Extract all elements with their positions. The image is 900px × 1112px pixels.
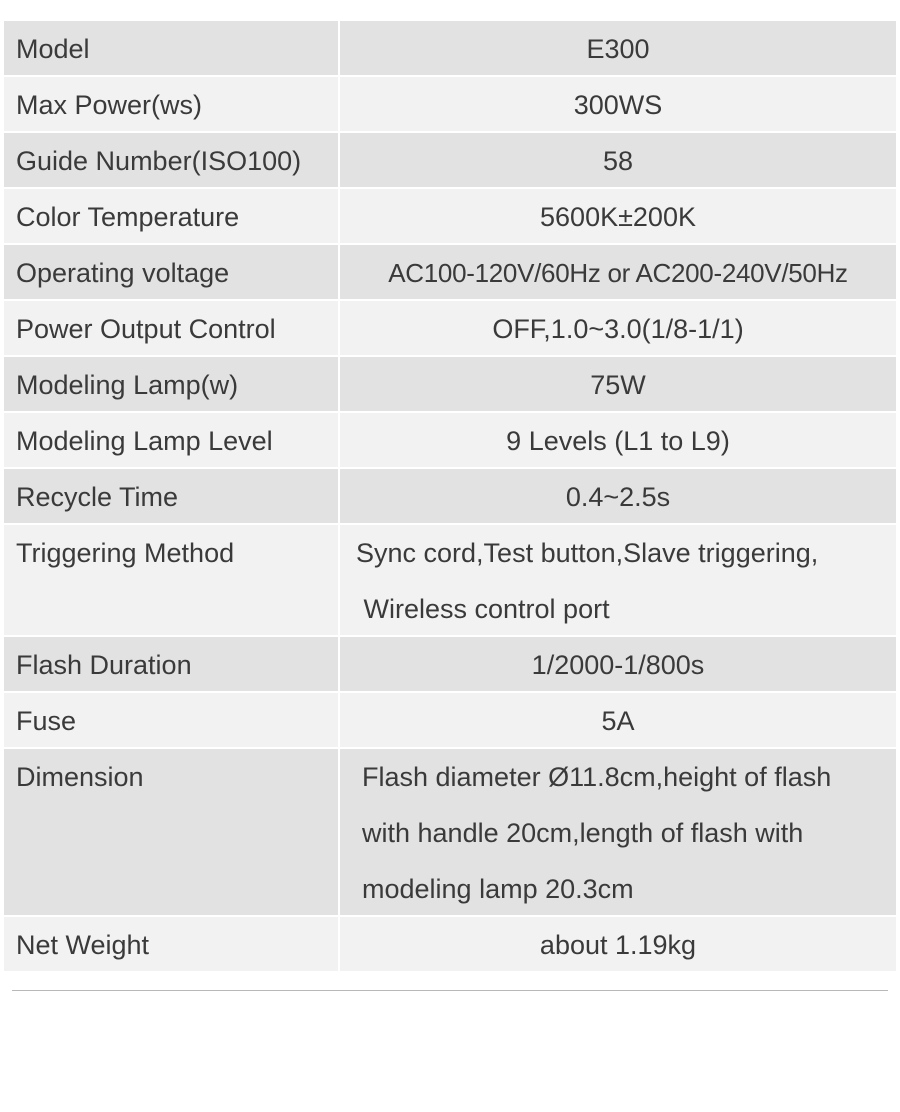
spec-value-line: 9 Levels (L1 to L9): [506, 426, 730, 456]
spec-value: [340, 525, 896, 635]
spec-value: [340, 693, 896, 747]
spec-value: [340, 749, 896, 915]
spec-value: [340, 133, 896, 187]
spec-value: [340, 469, 896, 523]
table-row: [4, 469, 896, 525]
table-row: [4, 693, 896, 749]
spec-label: Recycle Time: [4, 469, 340, 523]
spec-value: [340, 357, 896, 411]
spec-value-line: AC100-120V/60Hz or AC200-240V/50Hz: [388, 258, 848, 288]
spec-label: Fuse: [4, 693, 340, 747]
spec-value: [340, 637, 896, 691]
spec-label: Modeling Lamp(w): [4, 357, 340, 411]
spec-label: Modeling Lamp Level: [4, 413, 340, 467]
spec-value-line: OFF,1.0~3.0(1/8-1/1): [492, 314, 744, 344]
spec-value-line: modeling lamp 20.3cm: [362, 874, 634, 904]
table-row: [4, 77, 896, 133]
spec-value: [340, 917, 896, 971]
spec-value-line: 58: [602, 146, 634, 176]
spec-label: Net Weight: [4, 917, 340, 971]
spec-value-line: E300: [586, 34, 650, 64]
table-row: [4, 21, 896, 77]
table-row: [4, 413, 896, 469]
spec-label: Dimension: [4, 749, 340, 915]
table-row: [4, 637, 896, 693]
table-row: [4, 245, 896, 301]
spec-value-line: with handle 20cm,length of flash with: [362, 818, 804, 848]
spec-value-line: 75W: [590, 370, 646, 400]
divider: [12, 990, 888, 991]
spec-label: Guide Number(ISO100): [4, 133, 340, 187]
table-row: [4, 133, 896, 189]
spec-value-line: Sync cord,Test button,Slave triggering,: [356, 538, 819, 568]
spec-value-line: 5600K±200K: [540, 202, 696, 232]
spec-value-line: 300WS: [573, 90, 663, 120]
spec-value: [340, 301, 896, 355]
spec-label: Color Temperature: [4, 189, 340, 243]
spec-value-line: Wireless control port: [356, 594, 610, 624]
spec-label: Triggering Method: [4, 525, 340, 635]
table-row: [4, 749, 896, 917]
spec-label: Max Power(ws): [4, 77, 340, 131]
table-row: [4, 301, 896, 357]
table-row: [4, 357, 896, 413]
table-row: [4, 917, 896, 973]
spec-label: Flash Duration: [4, 637, 340, 691]
spec-value: [340, 413, 896, 467]
table-row: [4, 189, 896, 245]
spec-value: [340, 77, 896, 131]
spec-value-line: Flash diameter Ø11.8cm,height of flash: [362, 762, 832, 792]
spec-label: Power Output Control: [4, 301, 340, 355]
spec-value: [340, 21, 896, 75]
table-row: [4, 525, 896, 637]
spec-table: [4, 21, 896, 973]
spec-value-line: 0.4~2.5s: [565, 482, 671, 512]
spec-label: Model: [4, 21, 340, 75]
spec-value-line: 5A: [601, 706, 635, 736]
spec-value: [340, 189, 896, 243]
spec-label: Operating voltage: [4, 245, 340, 299]
spec-value-line: 1/2000-1/800s: [531, 650, 705, 680]
spec-value: [340, 245, 896, 299]
spec-value-line: about 1.19kg: [539, 930, 697, 960]
